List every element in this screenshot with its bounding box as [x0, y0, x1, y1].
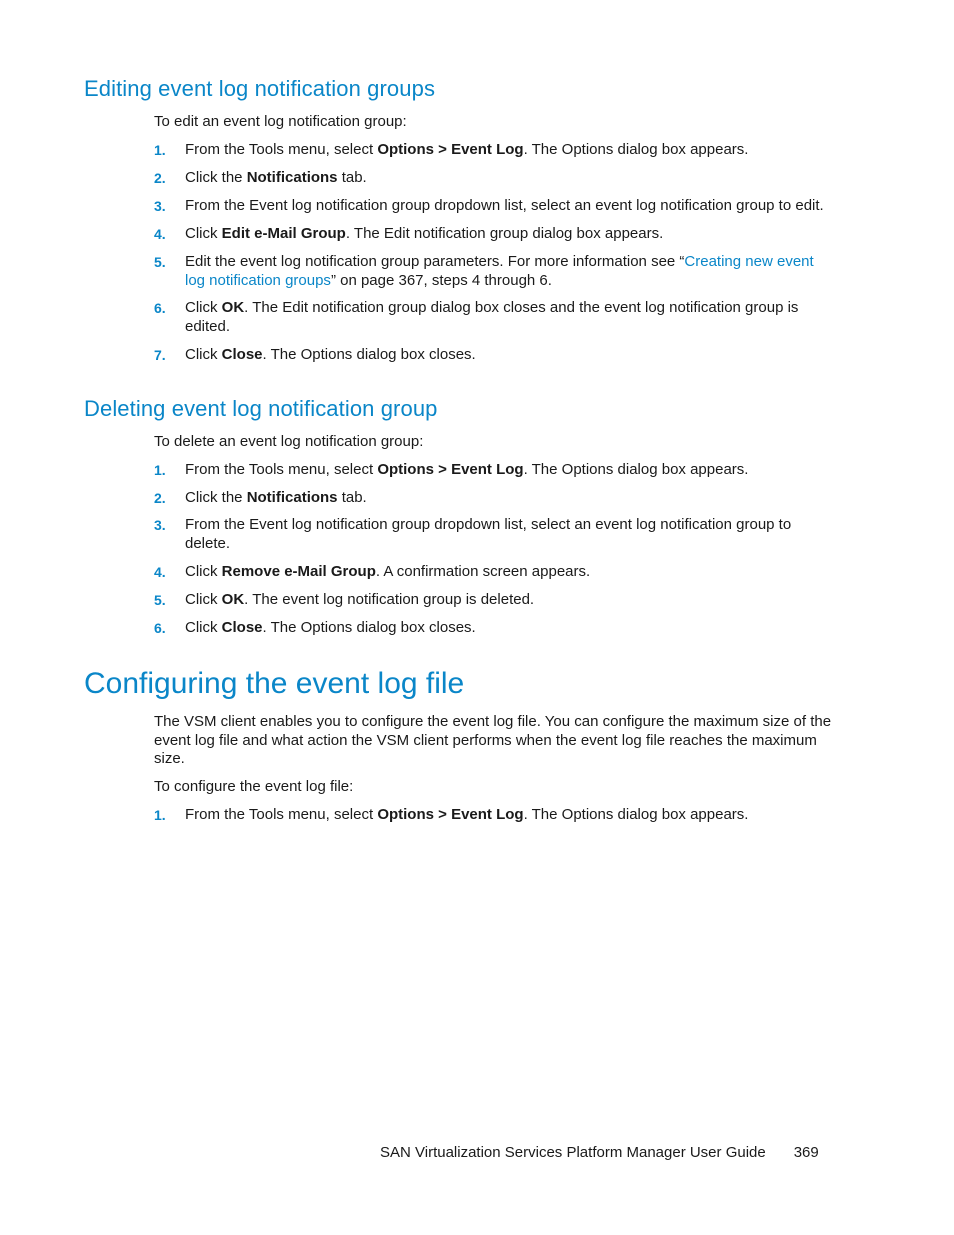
- step-text: Click the Notifications tab.: [185, 489, 367, 506]
- step-number: 1.: [154, 142, 166, 158]
- step-number: 6.: [154, 620, 166, 636]
- step-text: Click Remove e-Mail Group. A confirmation screen appears.: [185, 563, 591, 580]
- chapter-heading: Configuring the event log file: [84, 667, 465, 700]
- step-text: From the Event log notification group dropdown list, select an event log notification group to edit.: [185, 197, 824, 214]
- footer-title: SAN Virtualization Services Platform Manager User Guide: [380, 1144, 766, 1161]
- step-text: Click Close. The Options dialog box closes.: [185, 346, 476, 363]
- step-text: Click OK. The Edit notification group dialog box closes and the event log notification group is edited.: [185, 299, 799, 335]
- step-number: 3.: [154, 198, 166, 214]
- section-heading-editing: Editing event log notification groups: [84, 76, 436, 101]
- step-number: 7.: [154, 347, 166, 363]
- step-number: 4.: [154, 226, 166, 242]
- step-number: 6.: [154, 300, 166, 316]
- step-number: 1.: [154, 807, 166, 823]
- cross-reference-link[interactable]: Creating new event log notification groups: [185, 253, 814, 289]
- step-number: 1.: [154, 462, 166, 478]
- step-text: Click Close. The Options dialog box closes.: [185, 619, 476, 636]
- section-intro-editing: To edit an event log notification group:: [154, 113, 407, 130]
- step-number: 3.: [154, 517, 166, 533]
- step-number: 4.: [154, 564, 166, 580]
- step-text: From the Tools menu, select Options > Event Log. The Options dialog box appears.: [185, 461, 749, 478]
- section-heading-deleting: Deleting event log notification group: [84, 396, 438, 421]
- step-number: 5.: [154, 592, 166, 608]
- step-text: Click the Notifications tab.: [185, 169, 367, 186]
- step-text: Click OK. The event log notification group is deleted.: [185, 591, 535, 608]
- section-intro-deleting: To delete an event log notification group:: [154, 433, 424, 450]
- chapter-intro: To configure the event log file:: [154, 778, 354, 795]
- chapter-paragraph: The VSM client enables you to configure the event log file. You can configure the maximum size of the event log file and what action the VSM client performs when the event log file reaches the maximum size.: [154, 713, 832, 767]
- step-number: 2.: [154, 490, 166, 506]
- step-text: From the Tools menu, select Options > Event Log. The Options dialog box appears.: [185, 141, 749, 158]
- step-number: 2.: [154, 170, 166, 186]
- step-number: 5.: [154, 254, 166, 270]
- page-number: 369: [793, 1144, 819, 1161]
- step-text: Edit the event log notification group parameters. For more information see “Creating new event log notification groups” on page 367, steps 4 through 6.: [185, 253, 814, 289]
- step-text: From the Event log notification group dropdown list, select an event log notification group to delete.: [185, 516, 792, 552]
- page-footer: [380, 1144, 819, 1161]
- step-text: Click Edit e-Mail Group. The Edit notification group dialog box appears.: [185, 225, 664, 242]
- step-text: From the Tools menu, select Options > Event Log. The Options dialog box appears.: [185, 806, 749, 823]
